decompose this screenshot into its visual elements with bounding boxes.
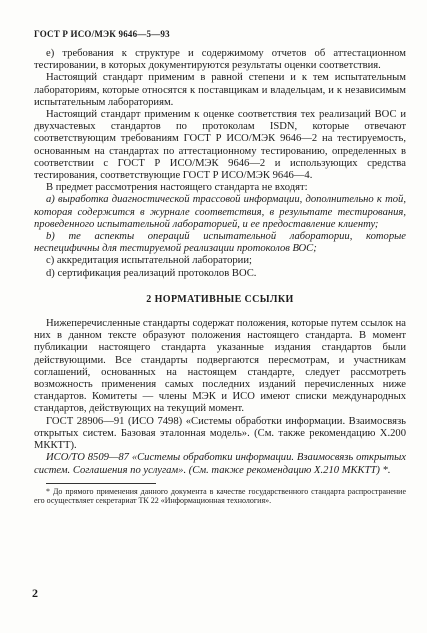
reference-entry-text: ИСО/ТО 8509—87 «Системы обработки информации. Взаимосвязь открытых систем. Соглашения по услугам». (См. также рекомендацию Х.210 МККТТ) *.	[34, 452, 406, 476]
paragraph: е) требования к структуре и содержимому отчетов об аттестационном тестировании, в которых документируются результаты оценки соответствия.	[34, 48, 406, 72]
list-item	[34, 194, 406, 231]
list-item	[34, 231, 406, 255]
footnote: * До прямого применения данного документа в качестве государственного стандарта распространение его осуществляет секретариат ТК 22 «Информационная технология».	[34, 486, 406, 506]
page-number: 2	[32, 586, 38, 600]
footnote-divider	[46, 483, 156, 484]
body-text	[34, 48, 406, 506]
paragraph: Настоящий стандарт применим к оценке соответствия тех реализаций ВОС и двухчастевых стандартов по протоколам ISDN, которые отвечают соответствующим требованиям ГОСТ Р ИСО/МЭК 9646—2 на тестируемость, основанным на стандартах по аттестационному тестированию, определенных в соответствии с ГОСТ Р ИСО/МЭК 9646—2 и использующих средства тестирования, соответствующие ГОСТ Р ИСО/МЭК 9646—4.	[34, 109, 406, 182]
paragraph: В предмет рассмотрения настоящего стандарта не входят:	[46, 182, 308, 194]
section-title: 2 НОРМАТИВНЫЕ ССЫЛКИ	[146, 293, 294, 305]
paragraph: Настоящий стандарт применим в равной степени и к тем испытательным лабораториям, которые относятся к поставщикам и владельцам, и к независимым испытательным лабораториям.	[34, 72, 406, 108]
list-item-text: а) выработка диагностической трассовой информации, дополнительно к той, которая содержится в журнале соответствия, в результате тестирования, проведенного испытательной лабораторией, и ее предоставление клиенту;	[34, 194, 406, 230]
list-item: d) сертификация реализаций протоколов ВОС.	[46, 267, 257, 279]
list-item-text: b) те аспекты операций испытательной лаборатории, которые неспецифичны для тестируемой реализации протоколов ВОС;	[34, 231, 406, 255]
reference-entry	[34, 452, 406, 476]
reference-entry: ГОСТ 28906—91 (ИСО 7498) «Системы обработки информации. Взаимосвязь открытых систем. Базовая эталонная модель». (См. также рекомендацию Х.200 МККТТ).	[34, 415, 406, 452]
list-item: c) аккредитация испытательной лаборатории;	[46, 255, 252, 267]
paragraph: Нижеперечисленные стандарты содержат положения, которые путем ссылок на них в данном тексте образуют положения настоящего стандарта. В момент публикации настоящего стандарта указанные издания стандартов были действующими. Все стандарты подвергаются пересмотрам, и участникам соглашений, основанных на настоящем стандарте, следует рассмотреть возможность применения самых последних изданий перечисленных ниже стандартов. Комитеты — члены МЭК и ИСО имеют списки международных стандартов, действующих на текущий момент.	[34, 318, 406, 415]
document-header: ГОСТ Р ИСО/МЭК 9646—5—93	[34, 29, 170, 39]
